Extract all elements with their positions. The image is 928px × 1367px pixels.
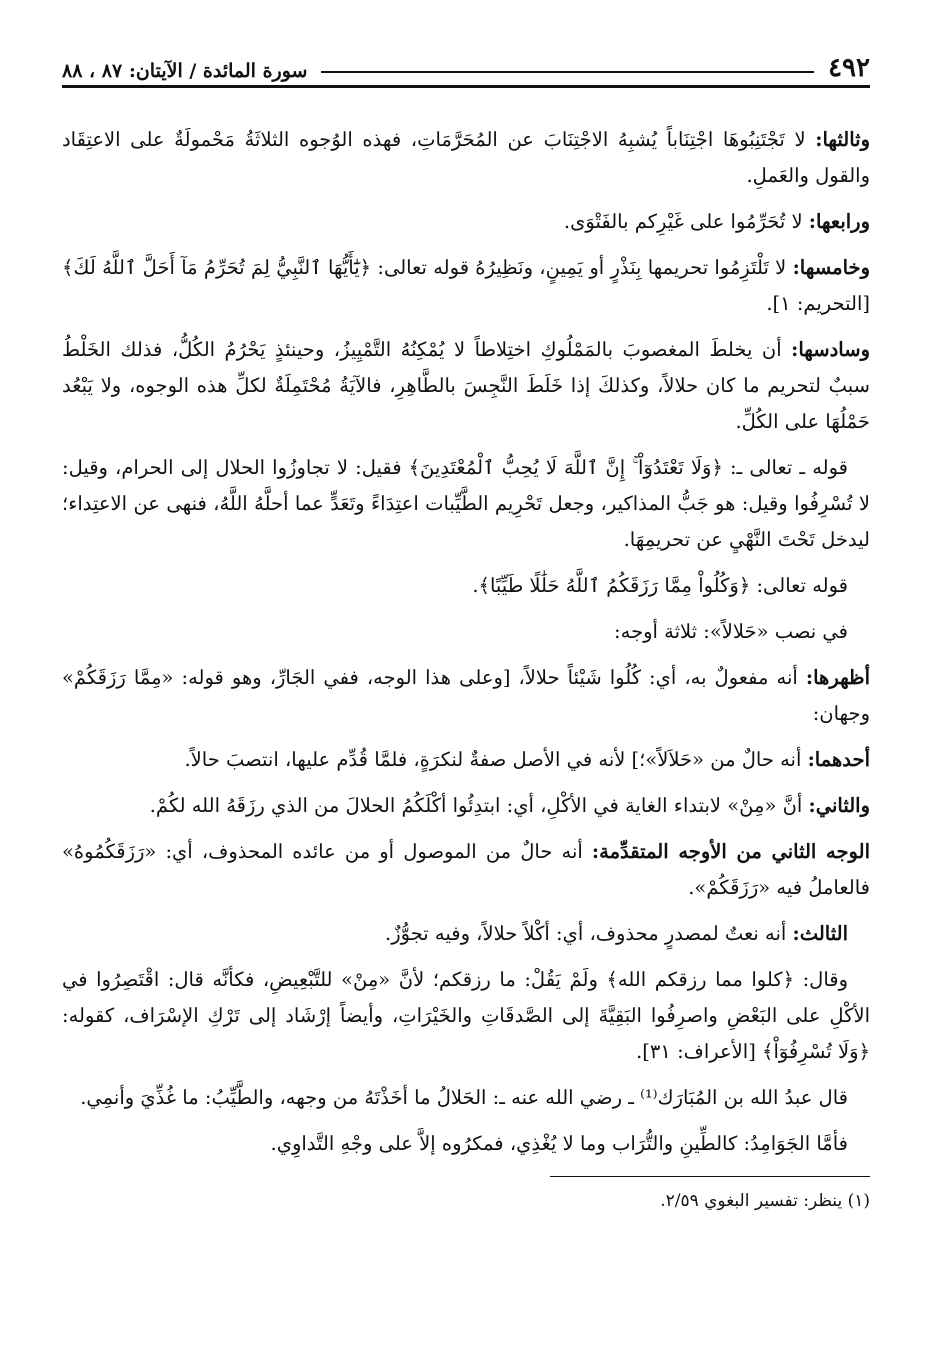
paragraph-text: قوله تعالى: ﴿وَكُلُواْ مِمَّا رَزَقَكُمُ ٱللَّهُ حَلَٰلًا طَيِّبًا﴾.	[472, 574, 848, 597]
paragraph-lead: أظهرها:	[805, 666, 870, 689]
paragraph-three-aspects	[62, 614, 870, 650]
paragraph-text: وقال: ﴿كلوا مما رزقكم الله﴾ ولَمْ يَقُلْ: ما رزقكم؛ لأنَّ «مِنْ» للتَّبْعِيضِ، فكأنَّه قال: اقْتَصِرُوا في الأكْلِ على البَعْضِ واصرِفُوا البَقِيَّةَ إلى الصَّدقَاتِ والخَيْرَاتِ، وأيضاً إرْشَاد إلى تَرْكِ الإسْرَاف، كقوله: ﴿وَلَا تُسْرِفُوٓاْ﴾ [الأعراف: ٣١].	[62, 968, 870, 1063]
paragraph-third	[62, 122, 870, 194]
paragraph-fifth	[62, 250, 870, 322]
footnote-divider	[550, 1176, 870, 1177]
paragraph-text: في نصب «حَلالاً»: ثلاثة أوجه:	[614, 620, 848, 643]
paragraph-text: أنه نعتٌ لمصدرٍ محذوف، أي: أكْلاً حلالاً، وفيه تجوُّزٌ.	[385, 922, 793, 945]
running-title: سورة المائدة / الآيتان: ٨٧ ، ٨٨	[62, 60, 308, 82]
paragraph-fourth	[62, 204, 870, 240]
paragraph-lead: وثالثها:	[815, 128, 870, 151]
paragraph-text: لا تَجْتَنِبُوهَا اجْتِنَاباً يُشبِهُ الاجْتِنَابَ عن المُحَرَّمَاتِ، فهذه الوُجوه الثلاثَةُ مَحْمولَةٌ على الاعتِقَاد والقول والعَملِ.	[62, 128, 870, 187]
paragraph-text: لا تَلْتَزِمُوا تحريمها بِنَذْرٍ أو يَمِينٍ، ونَظِيرُهُ قوله تعالى: ﴿يَٰٓأَيُّهَا ٱلنَّبِيُّ لِمَ تُحَرِّمُ مَآ أَحَلَّ ٱللَّهُ لَكَ﴾ [التحريم: ١].	[62, 256, 870, 315]
paragraph-text: لا تُحَرِّمُوا على غَيْرِكم بالفَتْوَى.	[563, 210, 809, 233]
paragraph-lead: وخامسها:	[792, 256, 870, 279]
paragraph-ibn-mubarak	[62, 1080, 870, 1116]
paragraph-sixth	[62, 332, 870, 440]
paragraph-text: أنه حالٌ من الموصول أو من عائده المحذوف، أي: «رَزَقَكُمُوهُ» فالعاملُ فيه «رَزَقَكُمْ».	[62, 840, 870, 899]
paragraph-lead: الثالث:	[792, 922, 848, 945]
paragraph-third-aspect	[62, 916, 870, 952]
paragraph-text: أنه مفعولٌ به، أي: كُلُوا شَيْئاً حلالاً، [وعلى هذا الوجه، ففي الجَارِّ، وهو قوله: «مِمَّا رَزَقَكُمْ» وجهان:	[62, 666, 870, 725]
paragraph-lead: ورابعها:	[808, 210, 870, 233]
paragraph-second-aspect	[62, 834, 870, 906]
paragraph-lead: الوجه الثاني من الأوجه المتقدِّمة:	[591, 840, 870, 863]
header-rule	[321, 71, 814, 73]
page-header	[62, 48, 870, 88]
paragraph-lead: والثاني:	[808, 794, 870, 817]
paragraph-verse-eat	[62, 568, 870, 604]
paragraph-text: أنه حالٌ من «حَلاَلاً»؛] لأنه في الأصل صفةٌ لنكرَةٍ، فلمَّا قُدِّم عليها، انتصبَ حالاً.	[184, 748, 808, 771]
page-number: ٤٩٢	[828, 53, 870, 83]
book-page	[62, 48, 870, 1338]
paragraph-lead: أحدهما:	[807, 748, 870, 771]
paragraph-transgression	[62, 450, 870, 558]
paragraph-text: قوله ـ تعالى ـ: ﴿وَلَا تَعْتَدُوٓاْ ۚ إِنَّ ٱللَّهَ لَا يُحِبُّ ٱلْمُعْتَدِينَ﴾ فقيل: لا تجاوزُوا الحلال إلى الحرام، وقيل: لا تُسْرِفُوا وقيل: هو جَبُّ المذاكير، وجعل تَحْرِيم الطَّيِّبات اعتِدَاءً وتَعَدٍّ عما أحلَّهُ اللَّهُ، فنهى عن الاعتِداء؛ ليدخل تَحْتَ النَّهْيِ عن تحريمِهَا.	[62, 456, 870, 551]
paragraph-second-of-two	[62, 788, 870, 824]
paragraph-solids	[62, 1126, 870, 1162]
paragraph-text: قال عبدُ الله بن المُبَارَك⁽¹⁾ ـ رضي الله عنه ـ: الحَلالُ ما أخَذْتَهُ من وجهه، والطَّيِّبُ: ما غُذِّيَ وأنمِي.	[80, 1086, 848, 1109]
paragraph-most-evident	[62, 660, 870, 732]
paragraph-partitive	[62, 962, 870, 1070]
paragraph-first-of-two	[62, 742, 870, 778]
paragraph-lead: وسادسها:	[791, 338, 870, 361]
page-body	[62, 122, 870, 1162]
footnote: (١) ينظر: تفسير البغوي ٢/٥٩.	[660, 1191, 870, 1211]
paragraph-text: فأمَّا الجَوَامِدُ: كالطِّينِ والتُّرَاب وما لا يُغْذِي، فمكرُوه إلاَّ على وجْهِ التَّداوِي.	[270, 1132, 848, 1155]
paragraph-text: أن يخلطَ المغصوبَ بالمَمْلُوكِ اختِلاطاً لا يُمْكِنُهُ التَّمْيِيزُ، وحينئذٍ يَحْرُمُ الكُلُّ، فذلك الخَلْطُ سببٌ لتحريم ما كان حلالاً، وكذلكَ إذا خَلَطَ النَّجِسَ بالطَّاهِرِ، فالآيَةُ مُحْتَمِلَةٌ لكلِّ هذه الوجوه، ولا يَبْعُد حَمْلُهَا على الكُلِّ.	[62, 338, 870, 433]
paragraph-text: أنَّ «مِنْ» لابتداء الغاية في الأكْلِ، أي: ابتدِئُوا أكْلَكُمُ الحلالَ من الذي رزَقَهُ الله لكُمْ.	[149, 794, 809, 817]
